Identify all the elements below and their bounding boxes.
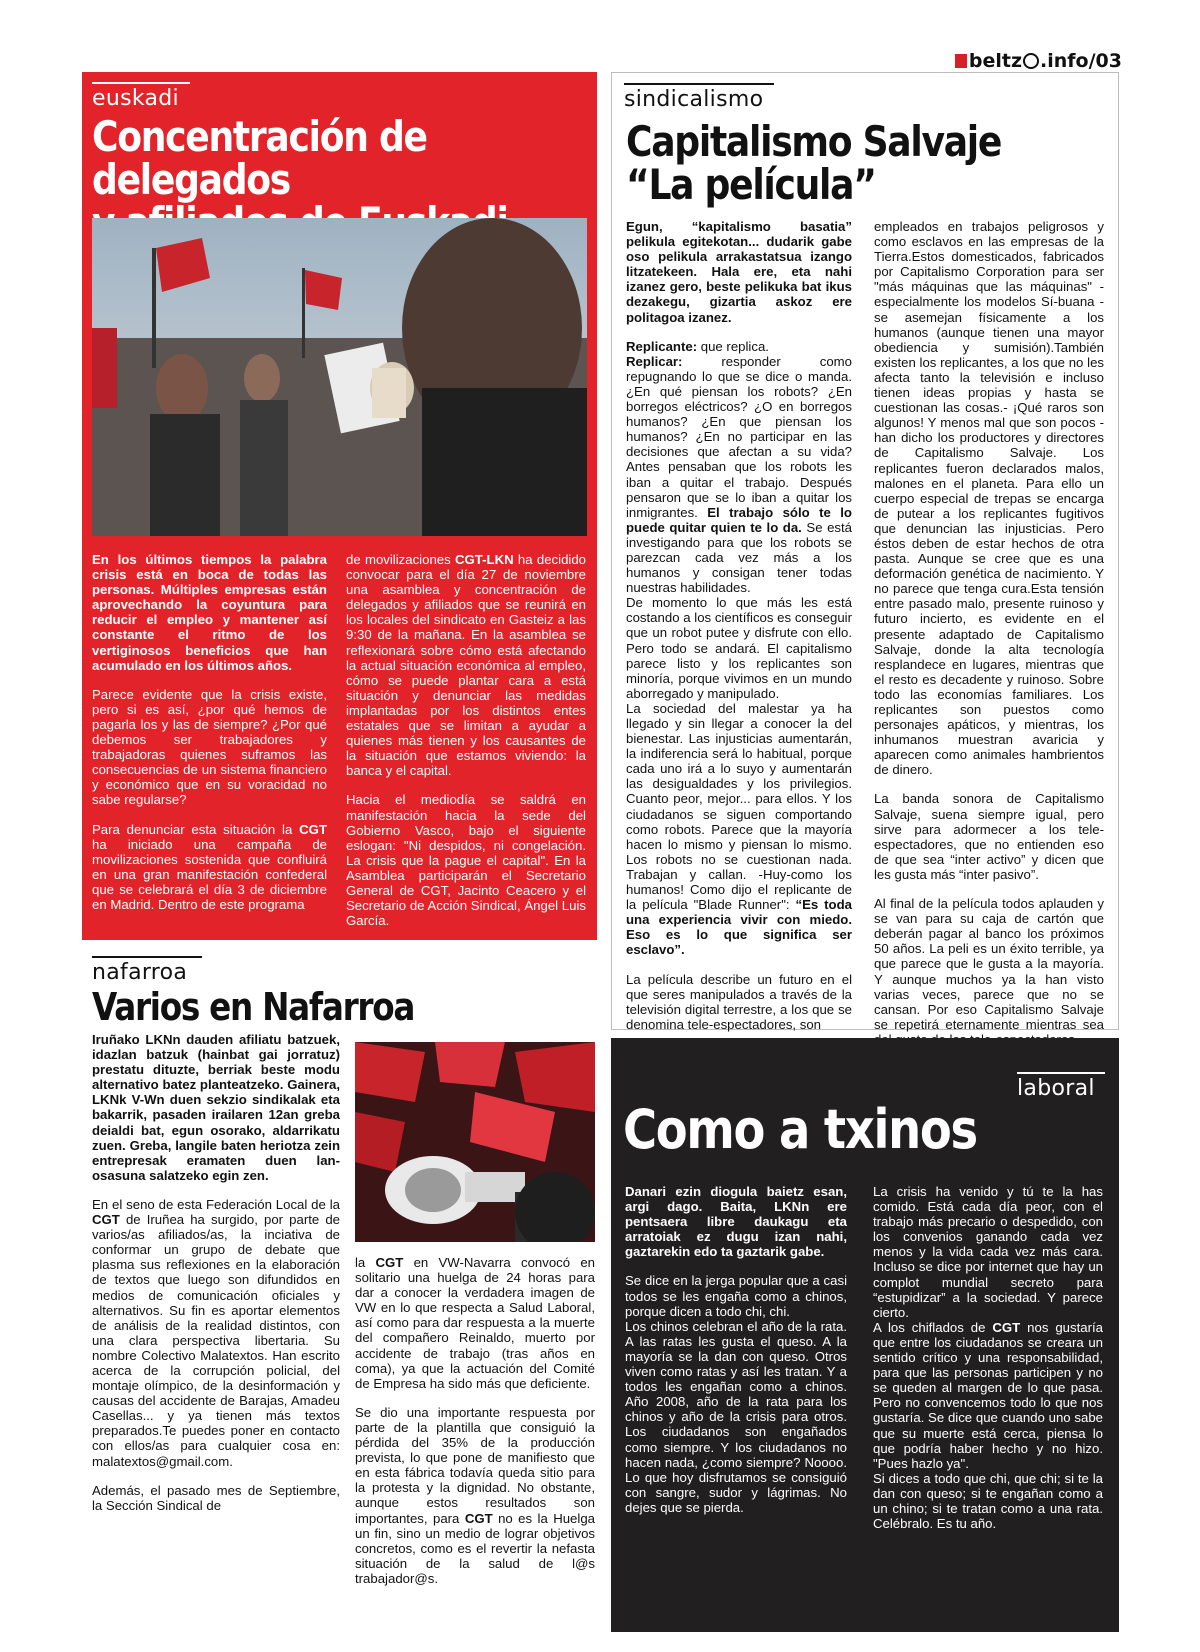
paragraph: Parece evidente que la crisis existe, pero si es así, ¿por qué hemos de pagarla los y las de siempre? ¿Por qué debemos ser trabajadores y trabajadoras quienes suframos las consecuencias de un sistema financiero y económico que en su voracidad no sabe regularse? — [92, 686, 327, 808]
column-laboral-1 — [625, 1184, 847, 1529]
paragraph: La banda sonora de Capitalismo Salvaje, suena siempre igual, pero sirve para adormecer a los tele-espectadores, que no entienden eso de que sea “inter activo” y dicen que les gusta más “inter pasivo”. — [874, 791, 1104, 882]
paragraph: la CGT en VW-Navarra convocó en solitario una huelga de 24 horas para dar a conocer la verdadera imagen de VW en lo que respecta a Salud Laboral, así como para dar respuesta a la muerte del compañero Reinaldo, muerto por accidente de trabajo (tras años en coma), ya que la actuación del Comité de Empresa ha sido más que deficiente. — [355, 1255, 595, 1391]
paragraph: La sociedad del malestar ya ha llegado y sin llegar a conocer la del bienestar. Las injusticias aumentarán, la indiferencia será lo habitual, porque cada uno irá a lo suyo y aumentarán las desigualdades y los privilegios. Cuanto peor, mejor... para ellos. Y los ciudadanos se siguen comportando como robots. Parece que la mayoría hacen lo mismo y piensan lo mismo. Los robots no se cuestionan nada. Trabajan y callan. -Huy-como los humanos! Como dijo el replicante de la película "Blade Runner": “Es toda una experiencia vivir con miedo. Eso es lo que significa ser esclavo”. — [626, 700, 852, 958]
paragraph: La crisis ha venido y tú te la has comido. Está cada día peor, con el trabajo más precario o despedido, con los convenios ganando cada vez menos y la vida cada vez más cara. Incluso se dice por internet que hay un complot mundial secreto para “estupidizar” a la sociedad. Y parece cierto. — [873, 1184, 1103, 1320]
column-nafarroa-2 — [355, 1255, 595, 1600]
photo-megaphone-flags — [355, 1042, 595, 1242]
cgt-lkn-highlight: CGT-LKN — [455, 552, 514, 567]
column-sindicalismo-2 — [874, 219, 1104, 1061]
site-name: beltz — [968, 50, 1023, 72]
paragraph: Al final de la película todos aplauden y se van para su caja de cartón que deberán pagar al banco los próximos 50 años. La peli es un éxito terrible, ya que parece que le gusta a la mayoría. Y aunque muchos ya la han visto varias veces, parece que no se cansan. Por eso Capitalismo Salvaje se repetirá eternamente mientras sea — [874, 896, 1104, 1032]
paragraph: La película describe un futuro en el que seres manipulados a través de la televisión digital terrestre, a los que se denomina tele-espectadores, son — [626, 971, 852, 1032]
cgt-highlight: CGT — [299, 821, 327, 837]
site-logo-icon — [955, 54, 967, 68]
paragraph: Replicante: que replica. — [626, 338, 769, 354]
anarchy-symbol-icon — [1023, 53, 1039, 69]
paragraph: Los chinos celebran el año de la rata. A las ratas les gusta el queso. A la mayoría se la dan con queso. Otros viven como ratas y así les tratan. Y a todos les engañan como a chinos. Año 2008, año de la rata para los chinos y año de la crisis para otros. Los ciudadanos son engañados como siempre. Y los ciudadanos no hacen nada, ¿como siempre? Noooo. Lo que hoy disfrutamos se consiguió con sangre, sudor y lágrimas. No dejes que se pierda. — [625, 1318, 847, 1515]
masthead — [955, 50, 1122, 72]
paragraph: De momento lo que más les está costando a los científicos es conseguir que un robot putee y disfrute con ello. Pero todo se andará. El capitalismo parece listo y los replicantes son minoría, porque vivimos en un mundo aborregado y manipulado. — [626, 595, 852, 701]
section-tag-laboral: laboral — [1017, 1068, 1105, 1100]
column-euskadi-2 — [346, 552, 586, 942]
column-sindicalismo-1 — [626, 219, 852, 1046]
headline-line-1: Concentración de delegados — [92, 112, 427, 204]
paragraph: A los chiflados de CGT nos gustaría que entre los ciudadanos se creara un sentido crítico y una responsabilidad, para que las personas participen y no se queden al margen de lo que pasa. Pero no convencemos todo lo que nos gustaría. Se dice que cuando uno sabe que su muerte está cerca, piensa lo que podría haber hecho y no hizo. "Pues hazlo ya". — [873, 1319, 1103, 1471]
paragraph: Además, el pasado mes de Septiembre, la Sección Sindical de — [92, 1482, 340, 1513]
paragraph: Se dio una importante respuesta por parte de la plantilla que consiguió la pérdida del 35% de la producción prevista, lo que pone de manifiesto que en esta fábrica todavía queda sitio para la protesta y la dignidad. No obstante, aunque estos resultados son importantes, para CGT no es la Huelga un fin, sino un medio de lograr objetivos concretos, como es el revertir la nefasta situación de la salud de l@s trabajador@s. — [355, 1404, 595, 1586]
paragraph: En el seno de esta Federación Local de la CGT de Iruñea ha surgido, por parte de varios/as afiliados/as, la inciativa de conformar un grupo de debate que plasma sus reflexiones en la elaboración de textos que luego son difundidos en medios de comunicación oficiales y alternativos. Su fin es aportar elementos de análisis de la realidad distintos, con una clara perspectiva libertaria. Su nombre Colectivo Malatextos. Han escrito acerca de la corrupción policial, del montaje olímpico, de la desinformación y causas del accidente de Barajas, Amadeu Casellas... y ya tienen más textos preparados.Te puedes poner en contacto con ellos/as para cualquier cosa en: malatextos@gmail.com. — [92, 1196, 340, 1469]
section-tag-nafarroa: nafarroa — [92, 952, 202, 984]
paragraph: Para denunciar esta situación la CGT ha iniciado una campaña de movilizaciones sostenida que confluirá en una gran manifestación confederal que se celebrará el día 3 de diciembre en Madrid. Dentro de este programa — [92, 821, 327, 912]
article-euskadi — [82, 72, 597, 940]
lead-paragraph: Egun, “kapitalismo basatia” pelikula egitekotan... dudarik gabe oso pelikula arrakastatsua izango litzatekeen. Hala ere, eta nahi izanez gero, beste pelikuka bat ikus dezakegu, gizartia askoz ere politagoa izanez. — [626, 219, 852, 325]
headline-line-1: Capitalismo Salvaje — [626, 117, 1002, 166]
headline-line-2: “La película” — [626, 159, 876, 209]
headline-laboral: Como a txinos — [623, 1098, 977, 1161]
column-euskadi-1 — [92, 552, 327, 926]
column-laboral-2 — [873, 1184, 1103, 1545]
cgt-highlight: CGT — [992, 1319, 1021, 1335]
paragraph: Si dices a todo que chi, que chi; si te la dan con queso; si te engañan como a un chino; si te tratan como a una rata. Celébralo. Es tu año. — [873, 1470, 1103, 1532]
article-nafarroa — [82, 952, 597, 1612]
photo-illustration — [92, 218, 587, 536]
column-nafarroa-1 — [92, 1032, 340, 1527]
article-sindicalismo — [611, 72, 1119, 1030]
cgt-highlight: CGT — [375, 1255, 404, 1270]
lead-paragraph: Danari ezin diogula baietz esan, argi dago. Baita, LKNn ere pentsaera libre daukagu eta arratoiak ez dugu izan nahi, gaztarekin edo ta gaztarik gabe. — [625, 1184, 847, 1260]
lead-paragraph: En los últimos tiempos la palabra crisis está en boca de todas las personas. Múltiples empresas están aprovechando la coyuntura para reducir el empleo y mantener así constante el ritmo de los vertiginosos beneficios que han acumulado en los últimos años. — [92, 552, 327, 673]
photo-demonstration-megaphone — [92, 218, 587, 536]
headline-nafarroa: Varios en Nafarroa — [92, 985, 415, 1029]
section-tag-euskadi: euskadi — [92, 78, 190, 110]
cgt-highlight: CGT — [464, 1510, 493, 1526]
section-tag-sindicalismo: sindicalismo — [624, 79, 774, 111]
lead-paragraph: Iruñako LKNn dauden afiliatu batzuek, idazlan batzuk (hainbat gai jorratuz) prestatu dituzte, berriak beste modu alternativo batez planteatzeko. Gainera, LKNk V-Wn duen sekzio sindikalak eta bakarrik, pasaden irailaren 12an greba deialdi bat, egun osorako, aldarrikatu zuen. Greba, langile baten heriotza zein entrepresak eramaten duen lan-osasuna salatzeko egin zen. — [92, 1032, 340, 1183]
paragraph: empleados en trabajos peligrosos y como esclavos en las empresas de la Tierra.Estos domesticados, fabricados por Capitalismo Corporation para ser "más máquinas que las máquinas" - especialmente los modelos Sí-buana - se asemejan físicamente a los humanos (aunque tienen una mayor obediencia y sumisión).También existen los replicantes, a los que no les afecta tanto la televisión e incluso tienen ideas propias y hasta se cuestionan las cosas.- ¡Qué raros son algunos! Y menos mal que son pocos - han dicho los productores y directores de Capitalismo Salvaje. Los replicantes fueron declarados malos, malones en el planeta. Para ello un cuerpo especial de trepas se encarga de putear a los replicantes fugitivos que denuncian las injusticias. Pero éstos deben de estar hechos de otra pasta. Aunque se cree que es una deformación genética de nacimiento. Y no parece que tenga cura.Esta tensión entre pasado malo, presente ruinoso y futuro incierto, es evidente en el presente adaptado de Capitalismo Salvaje, donde la alta tecnología resplandece en lugares, mientras que el resto es decadente y ruinoso. Sobre todo las economías familiares. Los replicantes son puestos como personajes apáticos, y mientras, los inhumanos muestran avaricia y aparecen como animales hambrientos de dinero. — [874, 219, 1104, 778]
page-number: .info/03 — [1040, 50, 1122, 72]
paragraph: Se dice en la jerga popular que a casi todos se les engaña como a chinos, porque dicen a todo chi, chi. — [625, 1273, 847, 1319]
headline-sindicalismo — [626, 117, 1108, 209]
paragraph: Replicar: responder como repugnando lo que se dice o manda. ¿En qué piensan los robots? ¿En borregos eléctricos? ¿O en borregos humanos? ¿En que piensan los humanos? ¿En no participar en las decisiones que afectan a su vida? Antes pensaban que los robots les iban a quitar el trabajo. Después pensaron que se lo iban a quitar los inmigrantes. El trabajo sólo te lo puede quitar quien te lo da. Se está investigando para que los robots se parezcan cada vez más a los humanos y consigan tener todas nuestras habilidades. — [626, 353, 853, 596]
paragraph: de movilizaciones CGT-LKN ha decidido convocar para el día 27 de noviembre una asamblea y concentración de delegados y afiliados que se reunirá en los locales del sindicato en Gasteiz a las 9:30 de la mañana. En la asamblea se reflexionará sobre cómo está afectando la actual situación económica al empleo, cómo se puede plantar cara a está situación y denunciar las medidas implantadas por los distintos entes estatales que se limitan a ayudar a quienes más tienen y los causantes de la situación que estamos viviendo: la banca y el capital. — [346, 552, 587, 779]
article-laboral — [611, 1038, 1119, 1632]
photo-illustration — [355, 1042, 595, 1242]
cgt-highlight: CGT — [92, 1212, 120, 1228]
paragraph: Hacia el mediodía se saldrá en manifestación hacia la sede del Gobierno Vasco, bajo el siguiente eslogan: "Ni despidos, ni congelación. La crisis que la pague el capital". En la Asamblea participarán el Secretario General de CGT, Jacinto Ceacero y el Secretario de Acción Sindical, Ángel Luis García. — [346, 792, 586, 929]
